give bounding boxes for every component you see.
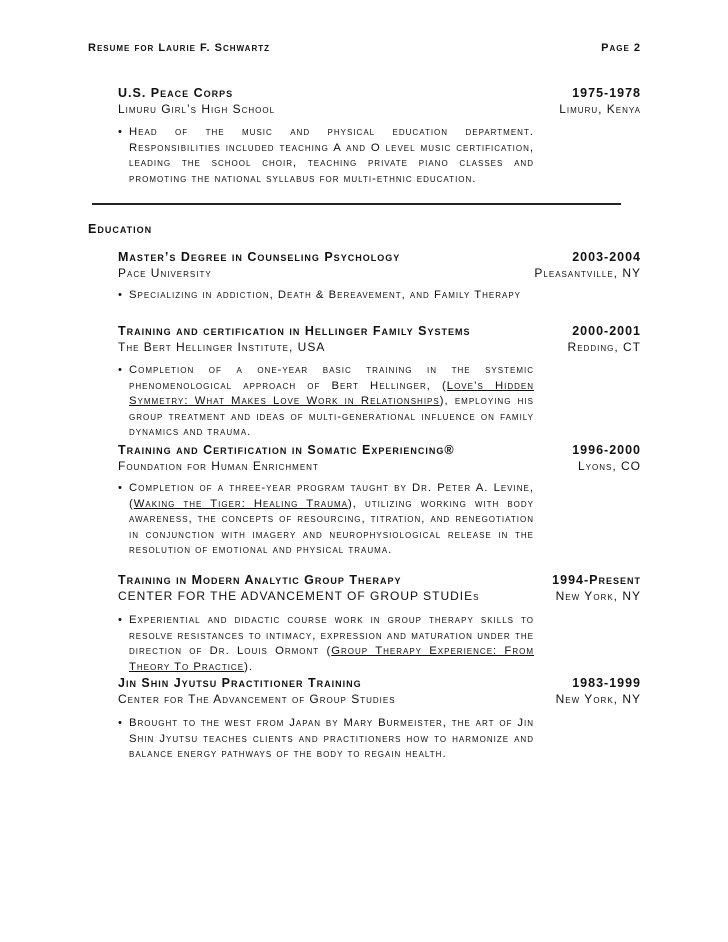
book-link[interactable]: Group Therapy Experience: From Theory To Practice <box>129 645 534 673</box>
book-link[interactable]: Waking the Tiger: Healing Trauma <box>133 497 349 510</box>
bullet-icon: • <box>118 289 123 301</box>
entry-years: 1996-2000 <box>572 443 641 457</box>
bullet-text: Experiential and didactic course work in group therapy skills to resolve resistances to intimacy, expression and maturation under the direction of Dr. Louis Ormont (Group Therapy Experience: From Theory To Practice). <box>129 614 534 673</box>
entry-org: Center for The Advancement of Group Studies <box>118 692 396 706</box>
bullet-icon: • <box>118 126 123 138</box>
entry-org: CENTER FOR THE ADVANCEMENT OF GROUP STUDIEs <box>118 589 480 603</box>
entry-location: Lyons, CO <box>577 459 641 473</box>
education-entry <box>118 324 641 354</box>
bullet-text: Brought to the west from Japan by Mary Burmeister, the art of Jin Shin Jyutsu teaches clients and practitioners how to harmonize and balance energy pathways of the body to regain health. <box>129 717 534 760</box>
bullet-text: Completion of a three-year program taught by Dr. Peter A. Levine, (Waking the Tiger: Healing Trauma), utilizing working with body awareness, the concepts of resourcing, titration, and renegotiation in conjunction with imagery and neurophysiological release in the resolution of emotional and physical trauma. <box>129 482 534 556</box>
education-bullet <box>118 716 534 763</box>
entry-title: Master’s Degree in Counseling Psychology <box>118 250 401 264</box>
entry-location: New York, NY <box>555 589 641 603</box>
header-page-number: Page 2 <box>601 42 641 54</box>
education-bullet <box>118 288 534 304</box>
bullet-icon: • <box>118 482 123 494</box>
entry-org: Pace University <box>118 266 212 280</box>
entry-org: Limuru Girl’s High School <box>118 102 276 116</box>
entry-title: Jin Shin Jyutsu Practitioner Training <box>118 676 362 690</box>
education-heading: Education <box>88 222 153 236</box>
bullet-text: Completion of a one-year basic training in the systemic phenomenological approach of Bert Hellinger, (Love’s Hidden Symmetry: What Makes Love Work in Relationships), employing his group treatment and ideas of multi-generational influence on family dynamics and trauma. <box>129 364 534 438</box>
bullet-icon: • <box>118 364 123 376</box>
bullet-text: Specializing in addiction, Death & Bereavement, and Family Therapy <box>129 289 522 301</box>
entry-org: The Bert Hellinger Institute, USA <box>118 340 326 354</box>
book-link[interactable]: Love’s Hidden Symmetry: What Makes Love Work in Relationships <box>129 379 534 407</box>
education-bullet <box>118 481 534 559</box>
entry-location: New York, NY <box>555 692 641 706</box>
education-bullet <box>118 363 534 441</box>
section-divider <box>92 203 621 205</box>
page-header <box>88 42 641 54</box>
entry-years: 2003-2004 <box>572 250 641 264</box>
education-entry <box>118 676 641 706</box>
entry-location: Redding, CT <box>567 340 641 354</box>
header-name: Resume for Laurie F. Schwartz <box>88 42 270 54</box>
entry-title: Training in Modern Analytic Group Therapy <box>118 573 402 587</box>
entry-years: 1994-Present <box>552 573 641 587</box>
entry-location: Pleasantville, NY <box>534 266 641 280</box>
entry-location: Limuru, Kenya <box>559 102 641 116</box>
entry-years: 1975-1978 <box>572 86 641 100</box>
education-entry <box>118 573 641 603</box>
entry-org: Foundation for Human Enrichment <box>118 459 319 473</box>
education-entry <box>118 443 641 473</box>
entry-years: 2000-2001 <box>572 324 641 338</box>
entry-title: Training and certification in Hellinger Family Systems <box>118 324 471 338</box>
bullet-text: Head of the music and physical education department. Responsibilities included teaching A and O level music certification, leading the school choir, teaching private piano classes and promoting the national syllabus for multi-ethnic education. <box>129 126 534 185</box>
experience-bullet <box>118 125 534 187</box>
experience-entry <box>118 86 641 116</box>
bullet-icon: • <box>118 614 123 626</box>
education-bullet <box>118 613 534 675</box>
bullet-icon: • <box>118 717 123 729</box>
education-entry <box>118 250 641 280</box>
entry-years: 1983-1999 <box>572 676 641 690</box>
entry-title: Training and Certification in Somatic Experiencing® <box>118 443 455 457</box>
entry-title: U.S. Peace Corps <box>118 86 234 100</box>
